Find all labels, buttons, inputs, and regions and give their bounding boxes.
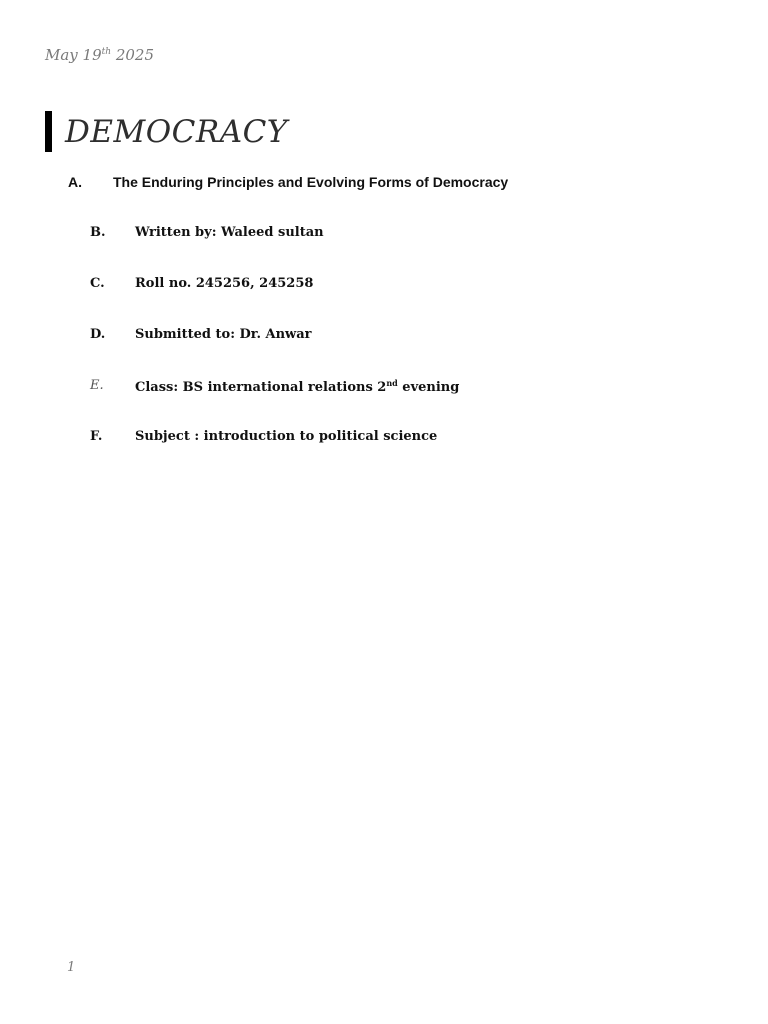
outline-text: The Enduring Principles and Evolving Forms of Democracy [113,174,509,190]
page-number: 1 [67,960,76,975]
date-main: May 19 [45,46,102,64]
title-accent-bar [45,111,52,152]
outline-marker: D. [90,327,106,342]
outline-marker: C. [90,276,105,291]
outline-text: Written by: Waleed sultan [135,225,324,240]
class-text: Class: BS international relations 2 [135,380,387,395]
outline-marker: B. [90,225,106,240]
outline-text: Roll no. 245256, 245258 [135,276,314,291]
outline-marker: E. [90,378,104,393]
date-year: 2025 [111,46,155,64]
outline-text: Subject : introduction to political science [135,429,438,444]
outline-text [135,378,459,395]
outline-text: Submitted to: Dr. Anwar [135,327,312,342]
class-ordinal-suffix: nd [386,378,398,388]
class-shift: evening [397,380,460,395]
outline-marker: A. [68,174,82,190]
date-ordinal-suffix: th [101,47,112,57]
outline-marker: F. [90,429,103,444]
document-date [45,46,154,64]
document-title: DEMOCRACY [65,114,288,150]
